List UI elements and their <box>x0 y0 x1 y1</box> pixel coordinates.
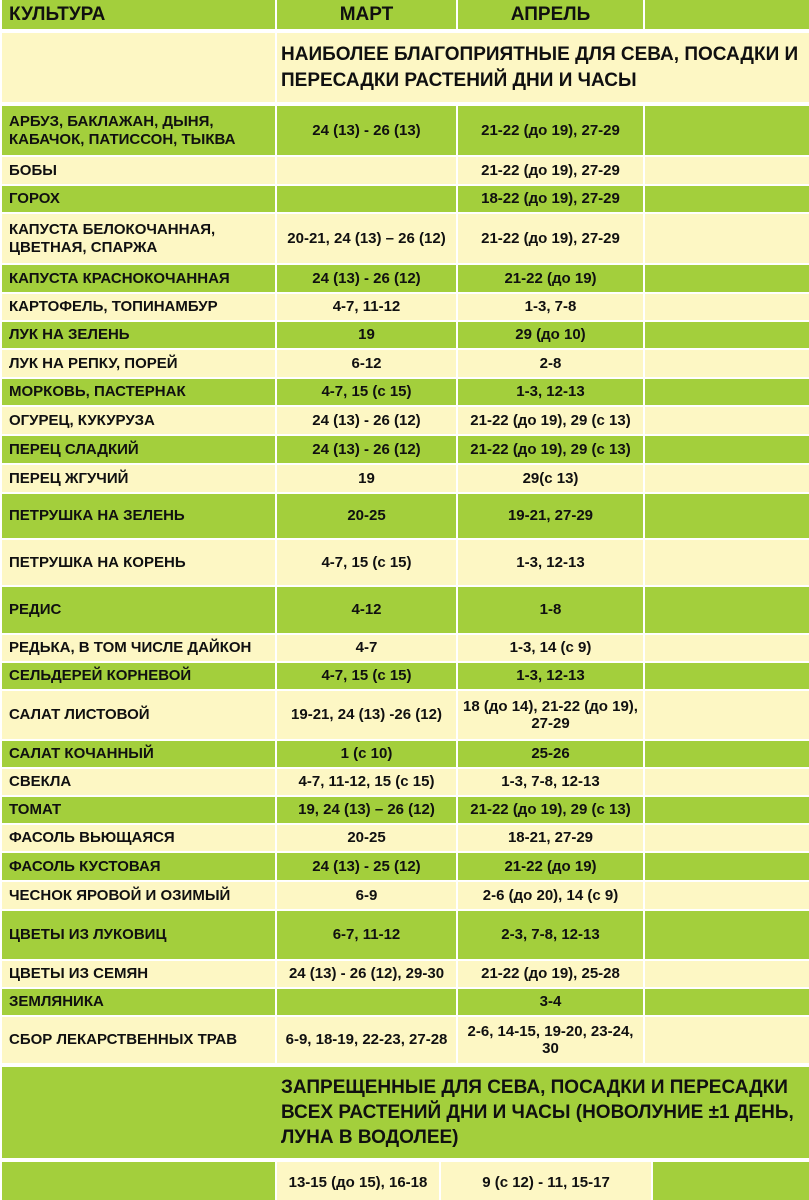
row-empty <box>645 186 809 212</box>
row-april-days: 21-22 (до 19), 29 (с 13) <box>458 407 643 434</box>
row-culture: МОРКОВЬ, ПАСТЕРНАК <box>2 379 275 405</box>
row-march-days: 20-25 <box>277 494 456 538</box>
row-march-days: 4-7 <box>277 635 456 661</box>
row-culture: ЗЕМЛЯНИКА <box>2 989 275 1015</box>
row-april-days: 1-3, 12-13 <box>458 540 643 585</box>
row-april-days: 2-3, 7-8, 12-13 <box>458 911 643 959</box>
forbidden-section-title: ЗАПРЕЩЕННЫЕ ДЛЯ СЕВА, ПОСАДКИ И ПЕРЕСАДКИ ВСЕХ РАСТЕНИЙ ДНИ И ЧАСЫ (НОВОЛУНИЕ ±1 ДЕНЬ, ЛУНА В ВОДОЛЕЕ) <box>2 1067 809 1158</box>
header-empty <box>645 0 809 29</box>
row-culture: ЛУК НА РЕПКУ, ПОРЕЙ <box>2 350 275 377</box>
row-culture: СВЕКЛА <box>2 769 275 795</box>
row-empty <box>645 350 809 377</box>
row-culture: РЕДЬКА, В ТОМ ЧИСЛЕ ДАЙКОН <box>2 635 275 661</box>
row-culture: РЕДИС <box>2 587 275 633</box>
row-empty <box>645 769 809 795</box>
row-march-days: 24 (13) - 26 (12), 29-30 <box>277 961 456 987</box>
row-april-days: 21-22 (до 19) <box>458 265 643 292</box>
row-march-days: 24 (13) - 26 (12) <box>277 436 456 463</box>
row-culture: ЦВЕТЫ ИЗ ЛУКОВИЦ <box>2 911 275 959</box>
row-march-days: 1 (с 10) <box>277 741 456 767</box>
row-empty <box>645 989 809 1015</box>
row-empty <box>645 214 809 263</box>
row-march-days: 19 <box>277 322 456 348</box>
row-empty <box>645 265 809 292</box>
row-culture: ТОМАТ <box>2 797 275 823</box>
row-april-days: 1-3, 14 (с 9) <box>458 635 643 661</box>
row-april-days: 2-6, 14-15, 19-20, 23-24, 30 <box>458 1017 643 1063</box>
row-april-days: 21-22 (до 19), 29 (с 13) <box>458 436 643 463</box>
row-culture: ФАСОЛЬ КУСТОВАЯ <box>2 853 275 880</box>
row-culture: БОБЫ <box>2 157 275 184</box>
row-empty <box>645 663 809 689</box>
row-april-days: 21-22 (до 19), 27-29 <box>458 157 643 184</box>
row-april-days: 1-3, 12-13 <box>458 663 643 689</box>
row-culture: ПЕТРУШКА НА ЗЕЛЕНЬ <box>2 494 275 538</box>
row-empty <box>645 825 809 851</box>
row-march-days: 19-21, 24 (13) -26 (12) <box>277 691 456 739</box>
row-march-days: 24 (13) - 26 (13) <box>277 106 456 155</box>
row-empty <box>645 436 809 463</box>
row-culture: ПЕТРУШКА НА КОРЕНЬ <box>2 540 275 585</box>
row-march-days: 6-7, 11-12 <box>277 911 456 959</box>
row-empty <box>645 465 809 492</box>
row-march-days: 4-7, 11-12 <box>277 294 456 320</box>
row-empty <box>645 635 809 661</box>
row-march-days: 4-7, 15 (с 15) <box>277 540 456 585</box>
forbidden-empty <box>653 1162 809 1200</box>
row-empty <box>645 797 809 823</box>
row-empty <box>645 540 809 585</box>
row-march-days: 19 <box>277 465 456 492</box>
row-march-days: 4-7, 15 (с 15) <box>277 663 456 689</box>
row-culture: ФАСОЛЬ ВЬЮЩАЯСЯ <box>2 825 275 851</box>
row-march-days: 4-12 <box>277 587 456 633</box>
row-culture: ОГУРЕЦ, КУКУРУЗА <box>2 407 275 434</box>
row-april-days: 25-26 <box>458 741 643 767</box>
row-march-days <box>277 989 456 1015</box>
row-empty <box>645 379 809 405</box>
forbidden-spacer <box>2 1162 275 1200</box>
row-culture: СЕЛЬДЕРЕЙ КОРНЕВОЙ <box>2 663 275 689</box>
row-april-days: 21-22 (до 19), 27-29 <box>458 106 643 155</box>
row-culture: ЛУК НА ЗЕЛЕНЬ <box>2 322 275 348</box>
row-march-days: 20-21, 24 (13) – 26 (12) <box>277 214 456 263</box>
row-empty <box>645 1017 809 1063</box>
row-empty <box>645 691 809 739</box>
row-april-days: 18-22 (до 19), 27-29 <box>458 186 643 212</box>
favorable-section-title: НАИБОЛЕЕ БЛАГОПРИЯТНЫЕ ДЛЯ СЕВА, ПОСАДКИ И ПЕРЕСАДКИ РАСТЕНИЙ ДНИ И ЧАСЫ <box>277 33 809 102</box>
row-april-days: 18-21, 27-29 <box>458 825 643 851</box>
row-culture: КАРТОФЕЛЬ, ТОПИНАМБУР <box>2 294 275 320</box>
row-culture: КАПУСТА КРАСНОКОЧАННАЯ <box>2 265 275 292</box>
row-april-days: 18 (до 14), 21-22 (до 19), 27-29 <box>458 691 643 739</box>
row-april-days: 29 (до 10) <box>458 322 643 348</box>
row-culture: САЛАТ КОЧАННЫЙ <box>2 741 275 767</box>
row-april-days: 21-22 (до 19) <box>458 853 643 880</box>
favorable-title-spacer <box>2 33 275 102</box>
row-april-days: 2-6 (до 20), 14 (с 9) <box>458 882 643 909</box>
row-march-days: 20-25 <box>277 825 456 851</box>
row-empty <box>645 911 809 959</box>
row-march-days: 6-12 <box>277 350 456 377</box>
row-empty <box>645 587 809 633</box>
row-march-days: 6-9 <box>277 882 456 909</box>
row-culture: КАПУСТА БЕЛОКОЧАННАЯ, ЦВЕТНАЯ, СПАРЖА <box>2 214 275 263</box>
row-march-days: 4-7, 11-12, 15 (с 15) <box>277 769 456 795</box>
row-april-days: 2-8 <box>458 350 643 377</box>
row-empty <box>645 106 809 155</box>
row-culture: ЦВЕТЫ ИЗ СЕМЯН <box>2 961 275 987</box>
header-culture: КУЛЬТУРА <box>2 0 275 29</box>
row-march-days: 24 (13) - 26 (12) <box>277 407 456 434</box>
row-april-days: 1-8 <box>458 587 643 633</box>
row-culture: ПЕРЕЦ СЛАДКИЙ <box>2 436 275 463</box>
row-culture: ПЕРЕЦ ЖГУЧИЙ <box>2 465 275 492</box>
row-march-days <box>277 157 456 184</box>
row-empty <box>645 407 809 434</box>
row-culture: САЛАТ ЛИСТОВОЙ <box>2 691 275 739</box>
row-empty <box>645 494 809 538</box>
row-march-days: 24 (13) - 26 (12) <box>277 265 456 292</box>
row-april-days: 21-22 (до 19), 25-28 <box>458 961 643 987</box>
row-empty <box>645 294 809 320</box>
row-april-days: 1-3, 12-13 <box>458 379 643 405</box>
forbidden-april-days: 9 (с 12) - 11, 15-17 <box>441 1162 651 1200</box>
header-april: АПРЕЛЬ <box>458 0 643 29</box>
row-culture: АРБУЗ, БАКЛАЖАН, ДЫНЯ, КАБАЧОК, ПАТИССОН, ТЫКВА <box>2 106 275 155</box>
row-march-days <box>277 186 456 212</box>
row-culture: ЧЕСНОК ЯРОВОЙ И ОЗИМЫЙ <box>2 882 275 909</box>
row-april-days: 29(с 13) <box>458 465 643 492</box>
row-empty <box>645 853 809 880</box>
forbidden-march-days: 13-15 (до 15), 16-18 <box>277 1162 439 1200</box>
row-empty <box>645 961 809 987</box>
row-empty <box>645 882 809 909</box>
row-culture: СБОР ЛЕКАРСТВЕННЫХ ТРАВ <box>2 1017 275 1063</box>
row-empty <box>645 322 809 348</box>
row-april-days: 21-22 (до 19), 29 (с 13) <box>458 797 643 823</box>
row-march-days: 24 (13) - 25 (12) <box>277 853 456 880</box>
row-april-days: 1-3, 7-8, 12-13 <box>458 769 643 795</box>
row-march-days: 4-7, 15 (с 15) <box>277 379 456 405</box>
row-april-days: 19-21, 27-29 <box>458 494 643 538</box>
row-empty <box>645 741 809 767</box>
row-april-days: 21-22 (до 19), 27-29 <box>458 214 643 263</box>
row-april-days: 1-3, 7-8 <box>458 294 643 320</box>
row-empty <box>645 157 809 184</box>
row-march-days: 19, 24 (13) – 26 (12) <box>277 797 456 823</box>
row-march-days: 6-9, 18-19, 22-23, 27-28 <box>277 1017 456 1063</box>
row-april-days: 3-4 <box>458 989 643 1015</box>
header-march: МАРТ <box>277 0 456 29</box>
row-culture: ГОРОХ <box>2 186 275 212</box>
